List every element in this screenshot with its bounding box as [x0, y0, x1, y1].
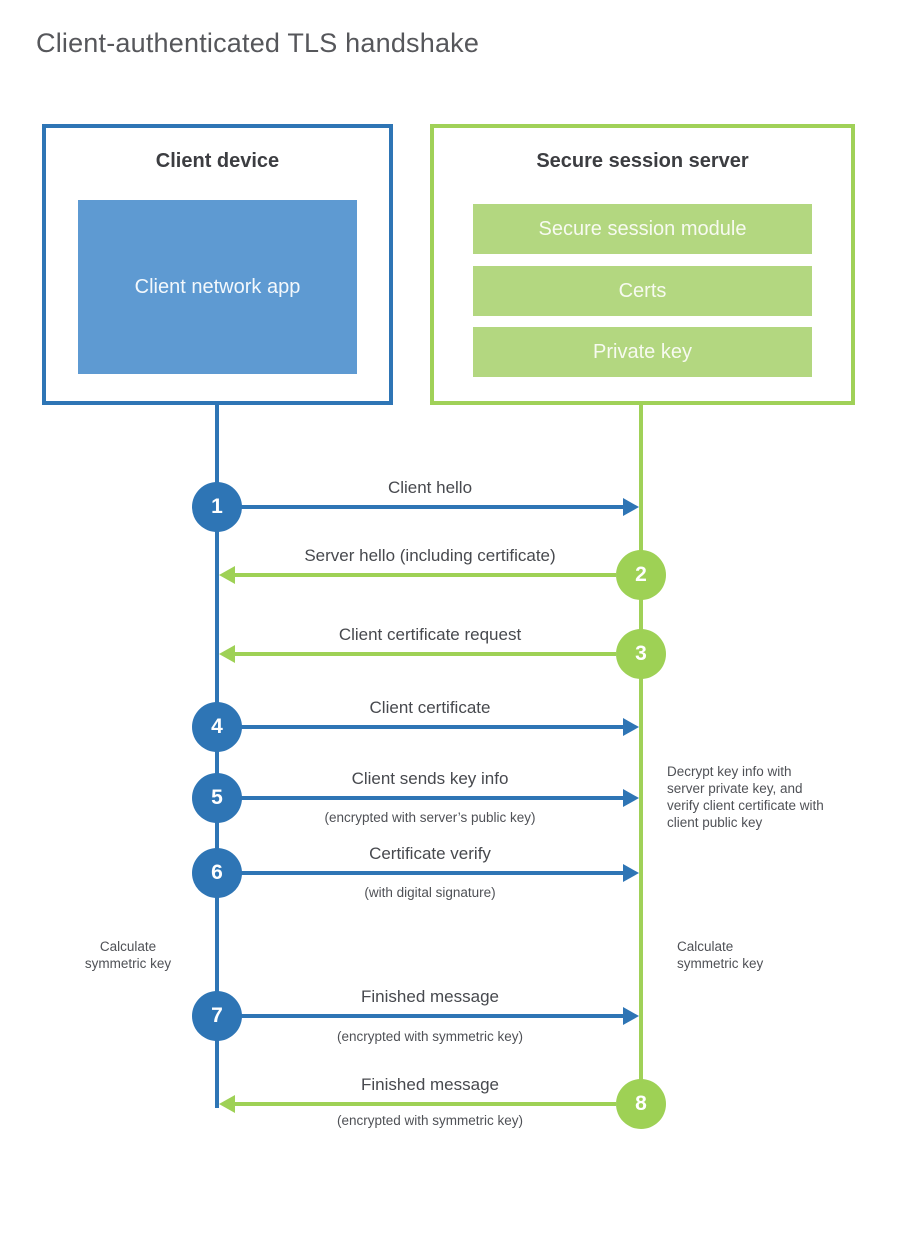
step-6-arrowhead-icon	[623, 864, 639, 882]
step-6-arrow-line	[240, 871, 623, 875]
client-device-title: Client device	[155, 150, 280, 172]
step-2-badge: 2	[616, 550, 666, 600]
step-6-badge: 6	[192, 848, 242, 898]
step-8-sublabel: (encrypted with symmetric key)	[336, 1113, 524, 1128]
step-5-arrow-line	[240, 796, 623, 800]
step-2-arrowhead-icon	[219, 566, 235, 584]
step-6-sublabel: (with digital signature)	[364, 885, 496, 900]
step-1-arrowhead-icon	[623, 498, 639, 516]
step-4-arrowhead-icon	[623, 718, 639, 736]
step-3-badge: 3	[616, 629, 666, 679]
note-calculate-symmetric-key-client: Calculate symmetric key	[84, 939, 172, 971]
step-7-sublabel: (encrypted with symmetric key)	[336, 1029, 524, 1044]
step-5-sublabel: (encrypted with server’s public key)	[324, 810, 536, 825]
step-3-arrow-line	[235, 652, 616, 656]
step-2-label: Server hello (including certificate)	[304, 546, 556, 565]
step-8-label: Finished message	[361, 1075, 499, 1094]
step-5-arrowhead-icon	[623, 789, 639, 807]
secure-session-server-title: Secure session server	[536, 150, 749, 172]
note-calculate-symmetric-key-server: Calculate symmetric key	[677, 939, 764, 971]
server-lifeline	[639, 405, 643, 1104]
step-7-badge: 7	[192, 991, 242, 1041]
step-3-label: Client certificate request	[338, 625, 522, 644]
step-5-label: Client sends key info	[351, 769, 509, 788]
server-module-secure-session: Secure session module	[473, 204, 812, 254]
client-device-box	[42, 124, 393, 405]
step-2-arrow-line	[235, 573, 616, 577]
step-4-label: Client certificate	[369, 698, 491, 717]
server-module-certs: Certs	[473, 266, 812, 316]
step-6-label: Certificate verify	[369, 844, 491, 863]
step-8-badge: 8	[616, 1079, 666, 1129]
step-5-badge: 5	[192, 773, 242, 823]
step-1-badge: 1	[192, 482, 242, 532]
secure-session-server-box	[430, 124, 855, 405]
step-1-label: Client hello	[387, 478, 473, 497]
step-7-arrow-line	[240, 1014, 623, 1018]
step-8-arrow-line	[235, 1102, 616, 1106]
step-7-label: Finished message	[361, 987, 499, 1006]
page-title: Client-authenticated TLS handshake	[36, 28, 480, 58]
note-decrypt-key-info: Decrypt key info with server private key, and verify client certificate with client public key	[667, 764, 824, 830]
step-7-arrowhead-icon	[623, 1007, 639, 1025]
server-module-private-key: Private key	[473, 327, 812, 377]
client-network-app-box: Client network app	[78, 200, 357, 374]
step-8-arrowhead-icon	[219, 1095, 235, 1113]
step-3-arrowhead-icon	[219, 645, 235, 663]
step-4-badge: 4	[192, 702, 242, 752]
step-4-arrow-line	[240, 725, 623, 729]
step-1-arrow-line	[240, 505, 623, 509]
